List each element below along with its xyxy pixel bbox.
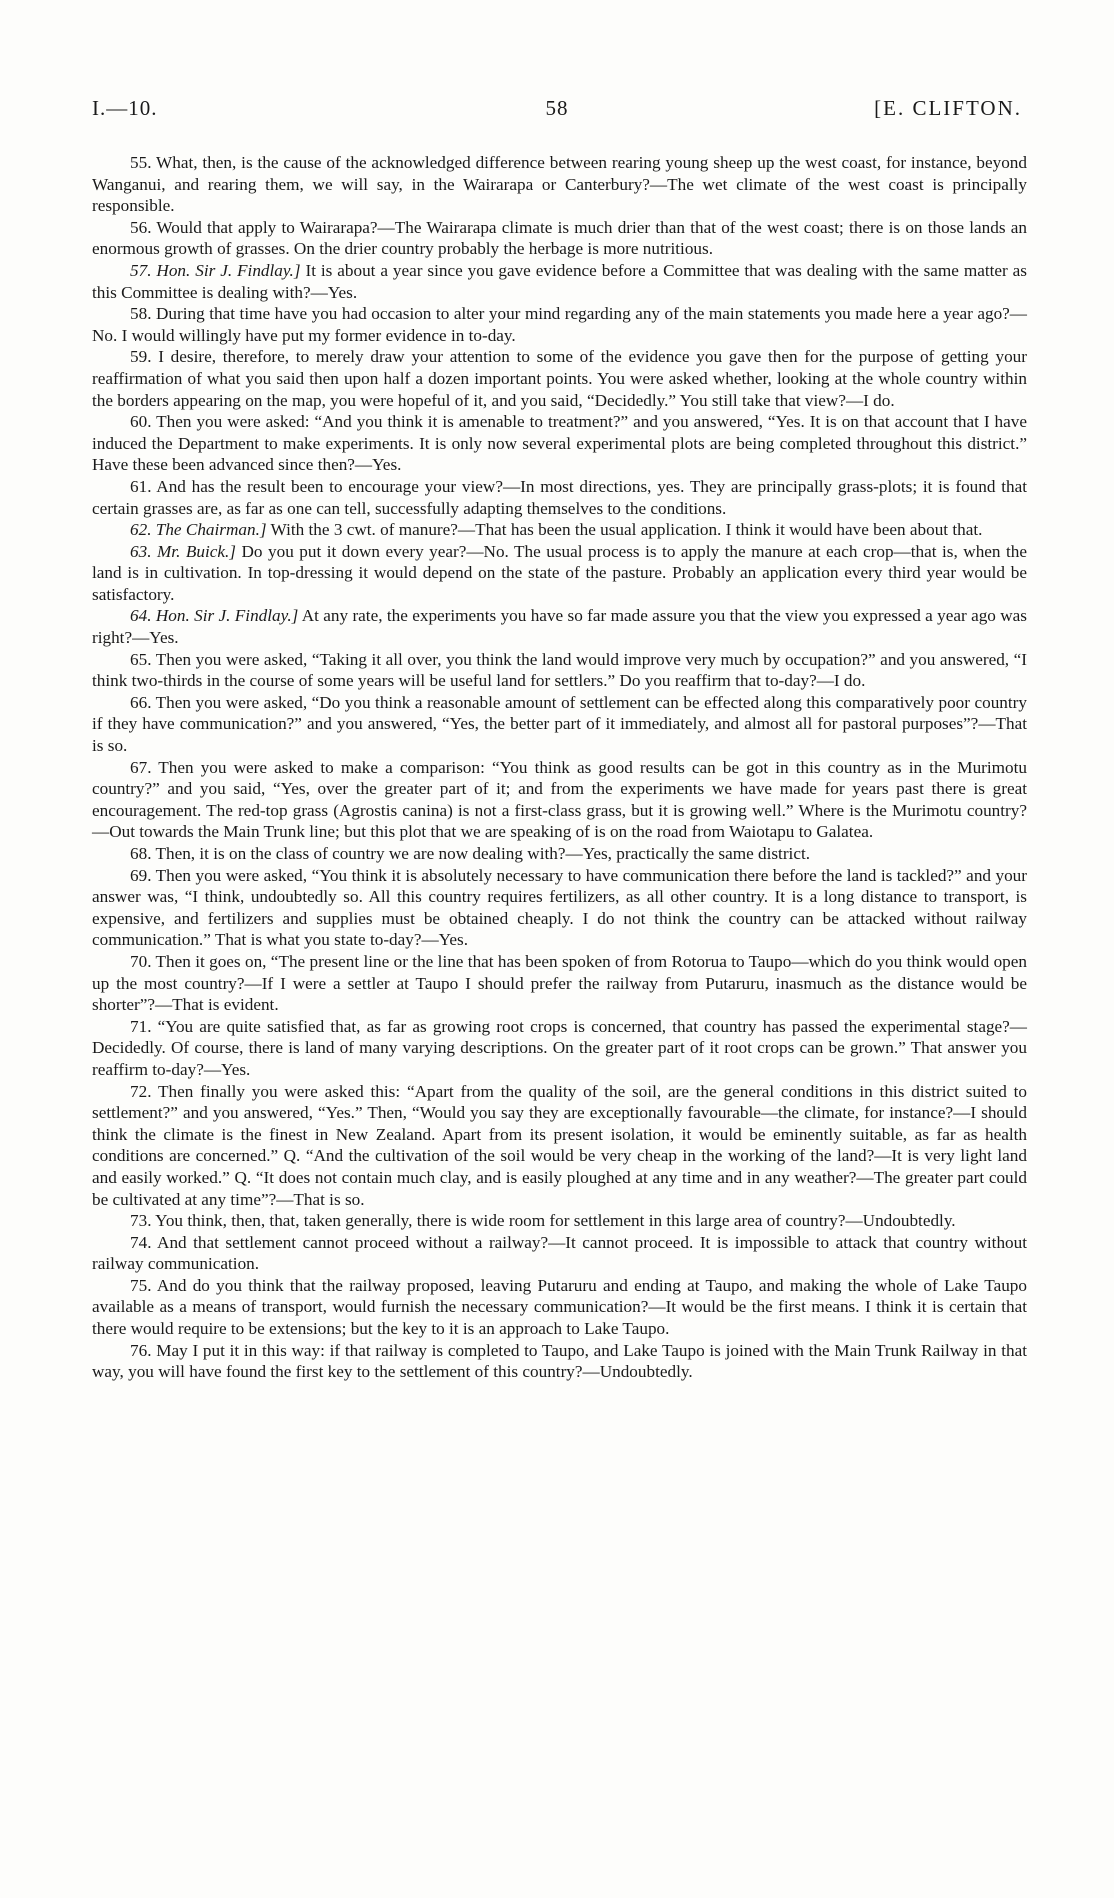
paragraph-63: 63. Mr. Buick.] Do you put it down every year?—No. The usual process is to apply the manure at each crop—that is, when the land is in cultivation. In top-dressing it would depend on the state of the pasture. Probably an application every third year would be satisfactory. [92, 541, 1028, 604]
paragraph-62: 62. The Chairman.] With the 3 cwt. of manure?—That has been the usual application. I think it would have been about that. [130, 520, 983, 540]
paragraph-76: 76. May I put it in this way: if that railway is completed to Taupo, and Lake Taupo is joined with the Main Trunk Railway in that way, you will have found the first key to the settlement of this country?—Undoubtedly. [92, 1340, 1027, 1382]
evidence-body [92, 152, 1027, 1383]
paragraph-64: 64. Hon. Sir J. Findlay.] At any rate, the experiments you have so far made assure you that the view you expressed a year ago was right?—Yes. [92, 606, 1027, 648]
witness-name: [E. CLIFTON. [874, 96, 1022, 120]
paragraph-55: 55. What, then, is the cause of the acknowledged difference between rearing young sheep up the west coast, for instance, beyond Wanganui, and rearing them, we will say, in the Wairarapa or Canterbury?—The wet climate of the west coast is principally responsible. [92, 153, 1027, 216]
paragraph-56: 56. Would that apply to Wairarapa?—The Wairarapa climate is much drier than that of the west coast; there is on those lands an enormous growth of grasses. On the drier country probably the herbage is more nutritious. [92, 217, 1027, 259]
paragraph-68: 68. Then, it is on the class of country we are now dealing with?—Yes, practically the same district. [130, 844, 811, 863]
paragraph-60: 60. Then you were asked: “And you think it is amenable to treatment?” and you answered, “Yes. It is on that account that I have induced the Department to make experiments. It is only now several experimental plots are being completed throughout this district.” Have these been advanced since then?—Yes. [92, 412, 1027, 475]
page-number: 58 [545, 96, 569, 120]
paragraph-57: 57. Hon. Sir J. Findlay.] It is about a year since you gave evidence before a Committee that was dealing with the same matter as this Committee is dealing with?—Yes. [92, 260, 1027, 302]
speaker-lead: 57. Hon. Sir J. Findlay.] [130, 260, 301, 280]
paragraph-73: 73. You think, then, that, taken generally, there is wide room for settlement in this large area of country?—Undoubtedly. [130, 1211, 956, 1231]
paragraph-71: 71. “You are quite satisfied that, as far as growing root crops is concerned, that country has passed the experimental stage?—Decidedly. Of course, there is land of many varying descriptions. On the greater part of it root crops can be grown.” That answer you reaffirm to-day?—Yes. [92, 1016, 1027, 1079]
speaker-lead: 62. The Chairman.] [130, 520, 267, 540]
paragraph-72: 72. Then finally you were asked this: “Apart from the quality of the soil, are the general conditions in this district suited to settlement?” and you answered, “Yes.” Then, “Would you say they are exceptionally favourable—the climate, for instance?—I should think the climate is the finest in New Zealand. Apart from its present isolation, it would be eminently suitable, as far as health conditions are concerned.” Q. “And the cultivation of the soil would be very cheap in the working of the land?—It is very light land and easily worked.” Q. “It does not contain much clay, and is easily ploughed at any time and in any weather?—The greater part could be cultivated at any time”?—That is so. [92, 1081, 1027, 1209]
document-code: I.—10. [92, 96, 158, 120]
paragraph-75: 75. And do you think that the railway proposed, leaving Putaruru and ending at Taupo, and making the whole of Lake Taupo available as a means of transport, would furnish the necessary communication?—It would be the first means. I think it is certain that there would require to be extensions; but the key to it is an approach to Lake Taupo. [92, 1275, 1027, 1339]
paragraph-70: 70. Then it goes on, “The present line or the line that has been spoken of from Rotorua to Taupo—which do you think would open up the most country?—If I were a settler at Taupo I should prefer the railway from Putaruru, inasmuch as the distance would be shorter”?—That is evident. [92, 951, 1027, 1015]
page-header [92, 96, 1022, 126]
paragraph-58: 58. During that time have you had occasion to alter your mind regarding any of the main statements you made here a year ago?—No. I would willingly have put my former evidence in to-day. [92, 304, 1027, 345]
paragraph-59: 59. I desire, therefore, to merely draw your attention to some of the evidence you gave then for the purpose of getting your reaffirmation of what you said then upon half a dozen important points. You were asked whether, looking at the whole country within the borders appearing on the map, you were hopeful of it, and you said, “Decidedly.” You still take that view?—I do. [92, 347, 1027, 410]
paragraph-67: 67. Then you were asked to make a comparison: “You think as good results can be got in this country as in the Murimotu country?” and you said, “Yes, over the greater part of it; and from the experiments we have made for years past there is great encouragement. The red-top grass (Agrostis canina) is not a first-class grass, but it is growing well.” Where is the Murimotu country?—Out towards the Main Trunk line; but this plot that we are speaking of is on the road from Waiotapu to Galatea. [92, 757, 1027, 842]
paragraph-66: 66. Then you were asked, “Do you think a reasonable amount of settlement can be effected along this comparatively poor country if they have communication?” and you answered, “Yes, the better part of it immediately, and almost all for pastoral purposes”?—That is so. [92, 692, 1027, 756]
speaker-lead: 64. Hon. Sir J. Findlay.] [130, 606, 299, 626]
paragraph-65: 65. Then you were asked, “Taking it all over, you think the land would improve very much by occupation?” and you answered, “I think two-thirds in the course of some years will be useful land for settlers.” Do you reaffirm that to-day?—I do. [92, 649, 1027, 691]
paragraph-69: 69. Then you were asked, “You think it is absolutely necessary to have communication there before the land is tackled?” and your answer was, “I think, undoubtedly so. All this country requires fertilizers, as all other country. It is a long distance to transport, is expensive, and fertilizers and supplies must be obtained cheaply. I do not think the country can be attacked without railway communication.” That is what you state to-day?—Yes. [92, 865, 1027, 950]
paragraph-61: 61. And has the result been to encourage your view?—In most directions, yes. They are principally grass-plots; it is found that certain grasses are, as far as one can tell, successfully adapting themselves to the conditions. [92, 476, 1027, 518]
paragraph-74: 74. And that settlement cannot proceed without a railway?—It cannot proceed. It is impossible to attack that country without railway communication. [92, 1232, 1027, 1274]
speaker-lead: 63. Mr. Buick.] [130, 541, 236, 561]
